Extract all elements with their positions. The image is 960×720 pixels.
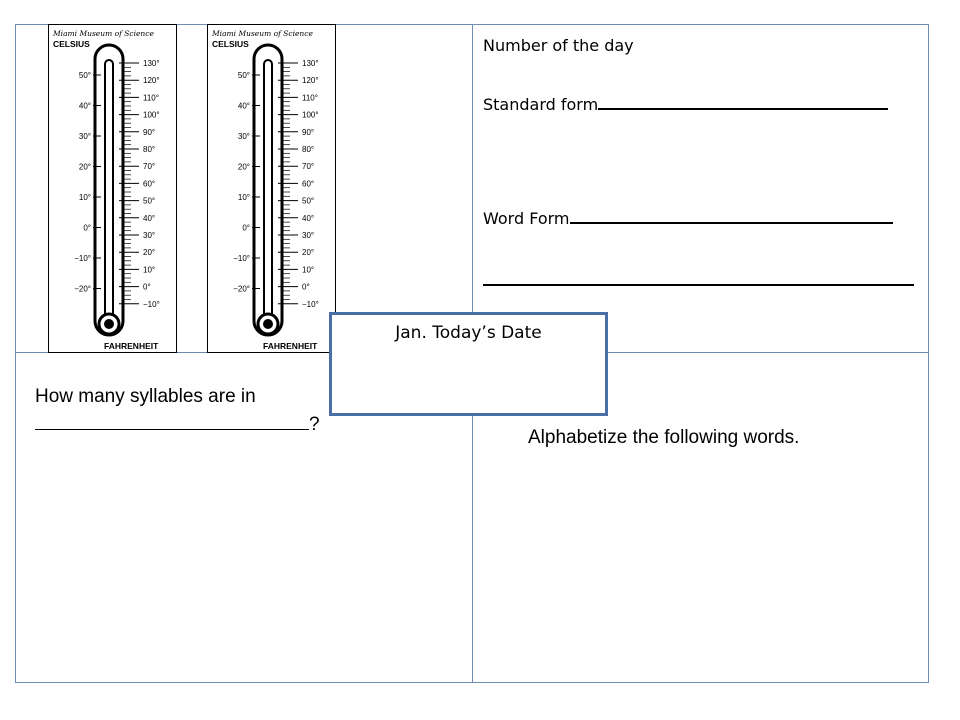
- celsius-label: CELSIUS: [212, 39, 249, 49]
- fahrenheit-tick-label: 70°: [143, 162, 156, 172]
- celsius-scale: [233, 71, 260, 294]
- fahrenheit-scale: [119, 59, 160, 309]
- standard-form-label: Standard form: [483, 95, 599, 114]
- fahrenheit-tick-label: 110°: [143, 93, 159, 103]
- fahrenheit-tick-label: 110°: [302, 93, 318, 103]
- celsius-tick-label: 0°: [83, 223, 91, 233]
- celsius-tick-label: 30°: [237, 132, 250, 141]
- fahrenheit-tick-label: 10°: [302, 265, 315, 275]
- thermometer-graphic: [49, 25, 176, 352]
- question-mark: ?: [309, 414, 320, 435]
- celsius-tick-label: −10°: [74, 254, 91, 263]
- fahrenheit-tick-label: 40°: [143, 213, 156, 223]
- celsius-tick-label: 10°: [237, 193, 250, 202]
- fahrenheit-tick-label: 90°: [143, 127, 156, 137]
- celsius-label: CELSIUS: [53, 39, 90, 49]
- fahrenheit-tick-label: −10°: [302, 299, 319, 309]
- celsius-tick-label: 0°: [242, 223, 250, 233]
- celsius-scale: [74, 71, 101, 294]
- fahrenheit-tick-label: 60°: [302, 179, 315, 189]
- fahrenheit-tick-label: 0°: [143, 282, 151, 292]
- celsius-tick-label: 50°: [78, 71, 91, 80]
- syllables-answer-row: [35, 414, 320, 436]
- fahrenheit-tick-label: 50°: [302, 196, 315, 206]
- museum-label: Miami Museum of Science: [212, 29, 313, 38]
- fahrenheit-tick-label: 80°: [143, 145, 156, 154]
- fahrenheit-tick-label: 90°: [302, 127, 315, 137]
- celsius-tick-label: 40°: [237, 101, 250, 111]
- celsius-tick-label: 10°: [78, 193, 91, 202]
- fahrenheit-tick-label: 130°: [302, 59, 319, 68]
- word-form-blank[interactable]: [570, 222, 893, 224]
- fahrenheit-tick-label: 10°: [143, 265, 156, 275]
- fahrenheit-tick-label: 120°: [302, 76, 319, 86]
- word-form-blank-line-2[interactable]: [483, 284, 914, 286]
- celsius-tick-label: 20°: [78, 162, 91, 172]
- celsius-tick-label: 30°: [78, 132, 91, 141]
- fahrenheit-tick-label: 20°: [302, 248, 315, 258]
- alphabetize-instruction: Alphabetize the following words.: [528, 427, 800, 448]
- thermometer-graphic: [208, 25, 335, 352]
- celsius-tick-label: 40°: [78, 101, 91, 111]
- thermometer-image-1: [48, 24, 177, 353]
- fahrenheit-tick-label: 40°: [302, 213, 315, 223]
- fahrenheit-tick-label: 50°: [143, 196, 156, 206]
- celsius-tick-label: 20°: [237, 162, 250, 172]
- thermometer-image-2: [207, 24, 336, 353]
- fahrenheit-tick-label: 130°: [143, 59, 160, 68]
- fahrenheit-tick-label: 30°: [302, 231, 315, 240]
- fahrenheit-tick-label: 0°: [302, 282, 310, 292]
- standard-form-row: [483, 95, 888, 114]
- fahrenheit-tick-label: 120°: [143, 76, 160, 86]
- fahrenheit-label: FAHRENHEIT: [263, 341, 318, 351]
- date-box: [329, 312, 608, 416]
- fahrenheit-tick-label: 60°: [143, 179, 156, 189]
- celsius-tick-label: −20°: [233, 284, 250, 294]
- fahrenheit-tick-label: 100°: [143, 110, 160, 120]
- celsius-tick-label: 50°: [237, 71, 250, 80]
- fahrenheit-tick-label: 80°: [302, 145, 315, 154]
- fahrenheit-tick-label: 100°: [302, 110, 319, 120]
- word-form-row: [483, 209, 893, 228]
- celsius-tick-label: −10°: [233, 254, 250, 263]
- fahrenheit-tick-label: 30°: [143, 231, 156, 240]
- syllables-question: How many syllables are in: [35, 386, 256, 407]
- syllables-word-blank[interactable]: [35, 429, 309, 430]
- date-text: Jan. Today’s Date: [395, 323, 542, 343]
- quadrant-top-right: [472, 24, 929, 353]
- fahrenheit-tick-label: −10°: [143, 299, 160, 309]
- fahrenheit-tick-label: 20°: [143, 248, 156, 258]
- fahrenheit-label: FAHRENHEIT: [104, 341, 159, 351]
- word-form-label: Word Form: [483, 209, 570, 228]
- celsius-tick-label: −20°: [74, 284, 91, 294]
- fahrenheit-tick-label: 70°: [302, 162, 315, 172]
- fahrenheit-scale: [278, 59, 319, 309]
- museum-label: Miami Museum of Science: [53, 29, 154, 38]
- standard-form-blank[interactable]: [598, 108, 888, 110]
- number-of-day-title: Number of the day: [483, 36, 634, 55]
